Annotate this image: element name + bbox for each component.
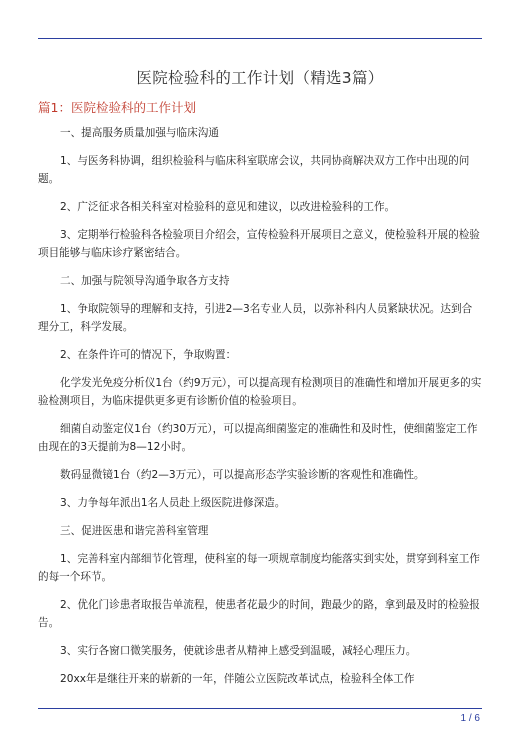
paragraph-heading-2: 二、加强与院领导沟通争取各方支持 (60, 275, 230, 287)
paragraph: 20xx年是继往开来的崭新的一年，伴随公立医院改革试点，检验科全体工作 (60, 673, 415, 685)
paragraph: 1、完善科室内部细节化管理，使科室的每一项规章制度均能落实到实处，贯穿到科室工作的每一个环节。 (38, 553, 480, 583)
paragraph: 3、实行各窗口微笑服务，使就诊患者从精神上感受到温暖，减轻心理压力。 (60, 645, 417, 657)
document-title: 医院检验科的工作计划（精选3篇） (136, 69, 384, 87)
paragraph: 1、争取院领导的理解和支持，引进2—3名专业人员，以弥补科内人员紧缺状况。达到合理分工，科学发展。 (38, 303, 473, 333)
footer-rule (38, 708, 482, 709)
page-indicator: 1 / 6 (460, 713, 480, 724)
paragraph: 1、与医务科协调，组织检验科与临床科室联席会议，共同协商解决双方工作中出现的问题。 (38, 155, 470, 185)
section-heading: 篇1：医院检验科的工作计划 (38, 100, 196, 115)
paragraph: 2、在条件许可的情况下，争取购置： (60, 349, 237, 361)
header-rule (38, 38, 482, 39)
paragraph: 3、力争每年派出1名人员赴上级医院进修深造。 (60, 497, 286, 509)
document-body (38, 124, 482, 698)
paragraph: 化学发光免疫分析仪1台（约9万元），可以提高现有检测项目的准确性和增加开展更多的实验检测项目，为临床提供更多更有诊断价值的检验项目。 (38, 377, 482, 407)
paragraph-heading-3: 三、促进医患和谐完善科室管理 (60, 525, 209, 537)
paragraph: 2、优化门诊患者取报告单流程，使患者花最少的时间，跑最少的路，拿到最及时的检验报告。 (38, 599, 480, 629)
paragraph-heading-1: 一、提高服务质量加强与临床沟通 (60, 127, 219, 139)
paragraph: 2、广泛征求各相关科室对检验科的意见和建议，以改进检验科的工作。 (60, 201, 396, 213)
paragraph: 细菌自动鉴定仪1台（约30万元），可以提高细菌鉴定的准确性和及时性，使细菌鉴定工作由现在的3天提前为8—12小时。 (38, 423, 478, 453)
paragraph: 3、定期举行检验科各检验项目介绍会，宣传检验科开展项目之意义，使检验科开展的检验项目能够与临床诊疗紧密结合。 (38, 229, 480, 259)
paragraph: 数码显微镜1台（约2—3万元），可以提高形态学实验诊断的客观性和准确性。 (60, 469, 425, 481)
